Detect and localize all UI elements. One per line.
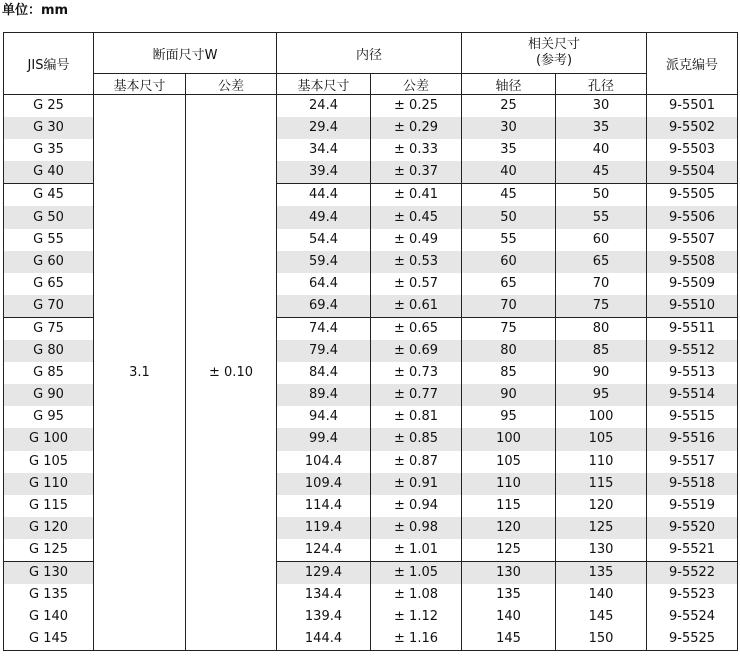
cell-hole-diameter: 125 [556, 517, 647, 539]
cell-parker-number: 9-5509 [647, 273, 738, 295]
cell-jis-number: G 40 [4, 161, 94, 184]
cell-inner-diameter: 39.4 [277, 161, 371, 184]
cell-hole-diameter: 130 [556, 539, 647, 562]
cell-shaft-diameter: 110 [462, 473, 556, 495]
cell-hole-diameter: 75 [556, 295, 647, 318]
cell-parker-number: 9-5510 [647, 295, 738, 318]
header-related-size-line2: (参考) [535, 53, 573, 68]
cell-inner-tolerance: ± 0.61 [371, 295, 462, 318]
cell-parker-number: 9-5501 [647, 95, 738, 118]
cell-parker-number: 9-5519 [647, 495, 738, 517]
header-section-size: 断面尺寸W [94, 33, 277, 74]
cell-inner-diameter: 84.4 [277, 362, 371, 384]
cell-hole-diameter: 105 [556, 428, 647, 450]
cell-shaft-diameter: 105 [462, 451, 556, 473]
cell-inner-tolerance: ± 0.85 [371, 428, 462, 450]
cell-shaft-diameter: 85 [462, 362, 556, 384]
cell-hole-diameter: 85 [556, 340, 647, 362]
cell-inner-tolerance: ± 0.98 [371, 517, 462, 539]
cell-parker-number: 9-5522 [647, 561, 738, 584]
cell-hole-diameter: 90 [556, 362, 647, 384]
cell-parker-number: 9-5517 [647, 451, 738, 473]
cell-parker-number: 9-5520 [647, 517, 738, 539]
cell-jis-number: G 25 [4, 95, 94, 118]
cell-shaft-diameter: 95 [462, 406, 556, 428]
cell-inner-tolerance: ± 0.65 [371, 317, 462, 340]
cell-jis-number: G 145 [4, 628, 94, 651]
cell-shaft-diameter: 50 [462, 206, 556, 228]
cell-hole-diameter: 95 [556, 384, 647, 406]
cell-shaft-diameter: 75 [462, 317, 556, 340]
cell-inner-tolerance: ± 0.91 [371, 473, 462, 495]
cell-parker-number: 9-5506 [647, 206, 738, 228]
cell-hole-diameter: 30 [556, 95, 647, 118]
cell-shaft-diameter: 145 [462, 628, 556, 651]
cell-parker-number: 9-5503 [647, 139, 738, 161]
cell-inner-diameter: 79.4 [277, 340, 371, 362]
cell-inner-tolerance: ± 0.33 [371, 139, 462, 161]
cell-inner-diameter: 89.4 [277, 384, 371, 406]
cell-hole-diameter: 115 [556, 473, 647, 495]
header-shaft-diameter: 轴径 [462, 74, 556, 95]
header-inner-basic: 基本尺寸 [277, 74, 371, 95]
cell-parker-number: 9-5511 [647, 317, 738, 340]
cell-inner-tolerance: ± 0.49 [371, 229, 462, 251]
cell-parker-number: 9-5525 [647, 628, 738, 651]
cell-jis-number: G 90 [4, 384, 94, 406]
cell-jis-number: G 55 [4, 229, 94, 251]
cell-inner-tolerance: ± 0.69 [371, 340, 462, 362]
cell-parker-number: 9-5505 [647, 184, 738, 207]
header-hole-diameter: 孔径 [556, 74, 647, 95]
cell-shaft-diameter: 40 [462, 161, 556, 184]
cell-inner-tolerance: ± 0.57 [371, 273, 462, 295]
cell-inner-diameter: 104.4 [277, 451, 371, 473]
cell-jis-number: G 125 [4, 539, 94, 562]
cell-parker-number: 9-5518 [647, 473, 738, 495]
cell-hole-diameter: 60 [556, 229, 647, 251]
cell-jis-number: G 140 [4, 606, 94, 628]
cell-jis-number: G 130 [4, 561, 94, 584]
cell-section-basic: 3.1 [94, 95, 186, 651]
cell-parker-number: 9-5521 [647, 539, 738, 562]
cell-parker-number: 9-5507 [647, 229, 738, 251]
cell-shaft-diameter: 30 [462, 117, 556, 139]
cell-shaft-diameter: 130 [462, 561, 556, 584]
header-inner-tolerance: 公差 [371, 74, 462, 95]
header-related-size [462, 33, 647, 74]
cell-shaft-diameter: 120 [462, 517, 556, 539]
cell-inner-diameter: 94.4 [277, 406, 371, 428]
cell-inner-tolerance: ± 1.01 [371, 539, 462, 562]
cell-inner-diameter: 74.4 [277, 317, 371, 340]
header-related-size-line1: 相关尺寸 [528, 37, 581, 52]
cell-shaft-diameter: 125 [462, 539, 556, 562]
cell-parker-number: 9-5512 [647, 340, 738, 362]
cell-inner-diameter: 134.4 [277, 584, 371, 606]
cell-hole-diameter: 65 [556, 251, 647, 273]
cell-parker-number: 9-5516 [647, 428, 738, 450]
cell-jis-number: G 105 [4, 451, 94, 473]
header-jis-number: JIS编号 [4, 33, 94, 95]
cell-hole-diameter: 35 [556, 117, 647, 139]
cell-shaft-diameter: 35 [462, 139, 556, 161]
cell-inner-diameter: 64.4 [277, 273, 371, 295]
header-inner-diameter: 内径 [277, 33, 462, 74]
cell-hole-diameter: 140 [556, 584, 647, 606]
cell-shaft-diameter: 100 [462, 428, 556, 450]
cell-shaft-diameter: 80 [462, 340, 556, 362]
cell-inner-tolerance: ± 1.05 [371, 561, 462, 584]
cell-shaft-diameter: 45 [462, 184, 556, 207]
cell-hole-diameter: 45 [556, 161, 647, 184]
cell-inner-diameter: 69.4 [277, 295, 371, 318]
cell-inner-diameter: 109.4 [277, 473, 371, 495]
header-section-tolerance: 公差 [186, 74, 277, 95]
cell-inner-diameter: 59.4 [277, 251, 371, 273]
cell-shaft-diameter: 135 [462, 584, 556, 606]
cell-hole-diameter: 150 [556, 628, 647, 651]
cell-inner-diameter: 44.4 [277, 184, 371, 207]
cell-shaft-diameter: 55 [462, 229, 556, 251]
cell-jis-number: G 65 [4, 273, 94, 295]
cell-jis-number: G 85 [4, 362, 94, 384]
cell-inner-diameter: 144.4 [277, 628, 371, 651]
cell-jis-number: G 95 [4, 406, 94, 428]
cell-inner-tolerance: ± 0.77 [371, 384, 462, 406]
cell-hole-diameter: 80 [556, 317, 647, 340]
cell-jis-number: G 45 [4, 184, 94, 207]
cell-jis-number: G 120 [4, 517, 94, 539]
cell-inner-tolerance: ± 0.81 [371, 406, 462, 428]
cell-inner-diameter: 114.4 [277, 495, 371, 517]
o-ring-size-table [3, 32, 738, 651]
cell-shaft-diameter: 65 [462, 273, 556, 295]
cell-jis-number: G 75 [4, 317, 94, 340]
cell-section-tolerance: ± 0.10 [186, 95, 277, 651]
cell-hole-diameter: 100 [556, 406, 647, 428]
cell-inner-diameter: 124.4 [277, 539, 371, 562]
cell-inner-diameter: 99.4 [277, 428, 371, 450]
header-section-basic: 基本尺寸 [94, 74, 186, 95]
cell-jis-number: G 135 [4, 584, 94, 606]
cell-hole-diameter: 145 [556, 606, 647, 628]
cell-inner-diameter: 54.4 [277, 229, 371, 251]
cell-inner-tolerance: ± 0.87 [371, 451, 462, 473]
unit-label: 单位：mm [2, 3, 69, 18]
cell-parker-number: 9-5513 [647, 362, 738, 384]
header-parker-number: 派克编号 [647, 33, 738, 95]
cell-inner-diameter: 34.4 [277, 139, 371, 161]
cell-inner-tolerance: ± 0.41 [371, 184, 462, 207]
cell-inner-diameter: 139.4 [277, 606, 371, 628]
cell-jis-number: G 80 [4, 340, 94, 362]
cell-jis-number: G 70 [4, 295, 94, 318]
cell-inner-tolerance: ± 1.16 [371, 628, 462, 651]
cell-jis-number: G 50 [4, 206, 94, 228]
cell-jis-number: G 100 [4, 428, 94, 450]
cell-shaft-diameter: 140 [462, 606, 556, 628]
cell-hole-diameter: 135 [556, 561, 647, 584]
cell-inner-diameter: 29.4 [277, 117, 371, 139]
cell-jis-number: G 110 [4, 473, 94, 495]
cell-shaft-diameter: 70 [462, 295, 556, 318]
cell-shaft-diameter: 60 [462, 251, 556, 273]
cell-hole-diameter: 110 [556, 451, 647, 473]
cell-inner-tolerance: ± 1.08 [371, 584, 462, 606]
cell-inner-tolerance: ± 0.94 [371, 495, 462, 517]
cell-jis-number: G 60 [4, 251, 94, 273]
cell-shaft-diameter: 90 [462, 384, 556, 406]
cell-inner-diameter: 49.4 [277, 206, 371, 228]
cell-inner-diameter: 24.4 [277, 95, 371, 118]
cell-hole-diameter: 70 [556, 273, 647, 295]
cell-inner-tolerance: ± 0.29 [371, 117, 462, 139]
cell-parker-number: 9-5524 [647, 606, 738, 628]
cell-shaft-diameter: 25 [462, 95, 556, 118]
cell-inner-tolerance: ± 0.37 [371, 161, 462, 184]
cell-inner-tolerance: ± 1.12 [371, 606, 462, 628]
cell-hole-diameter: 55 [556, 206, 647, 228]
cell-inner-tolerance: ± 0.25 [371, 95, 462, 118]
cell-inner-diameter: 129.4 [277, 561, 371, 584]
cell-parker-number: 9-5523 [647, 584, 738, 606]
cell-hole-diameter: 120 [556, 495, 647, 517]
cell-inner-diameter: 119.4 [277, 517, 371, 539]
cell-jis-number: G 30 [4, 117, 94, 139]
cell-parker-number: 9-5508 [647, 251, 738, 273]
cell-parker-number: 9-5504 [647, 161, 738, 184]
cell-parker-number: 9-5514 [647, 384, 738, 406]
cell-jis-number: G 35 [4, 139, 94, 161]
table-row [4, 95, 738, 118]
cell-jis-number: G 115 [4, 495, 94, 517]
cell-shaft-diameter: 115 [462, 495, 556, 517]
cell-parker-number: 9-5515 [647, 406, 738, 428]
cell-hole-diameter: 50 [556, 184, 647, 207]
cell-inner-tolerance: ± 0.45 [371, 206, 462, 228]
cell-inner-tolerance: ± 0.73 [371, 362, 462, 384]
cell-hole-diameter: 40 [556, 139, 647, 161]
table-body [4, 95, 738, 651]
cell-inner-tolerance: ± 0.53 [371, 251, 462, 273]
cell-parker-number: 9-5502 [647, 117, 738, 139]
